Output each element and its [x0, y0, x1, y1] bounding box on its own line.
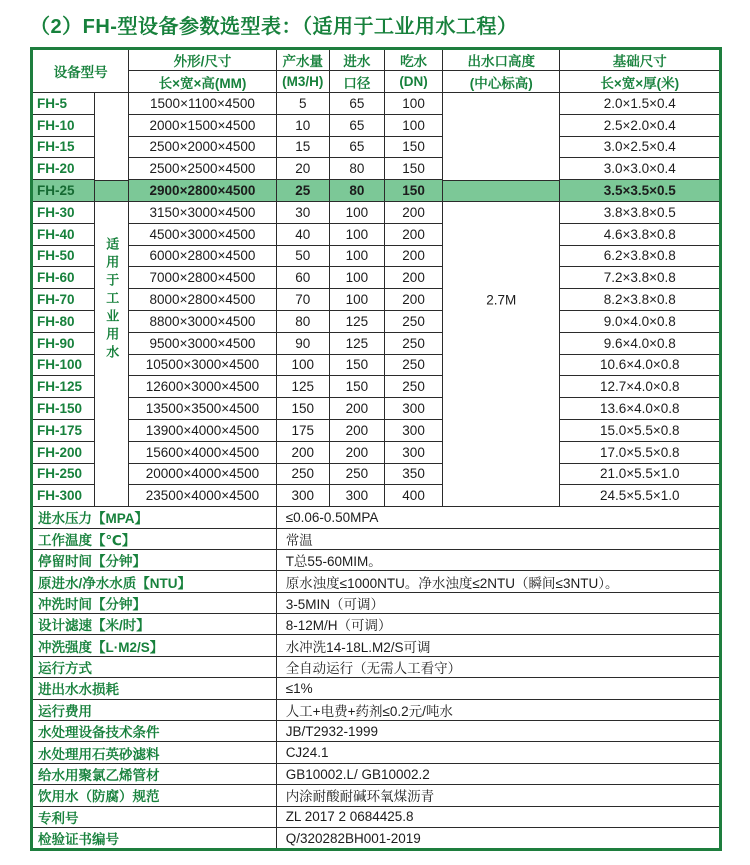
dims-cell: 13900×4000×4500 — [129, 419, 276, 441]
draft-cell: 200 — [384, 289, 442, 311]
dims-cell: 8800×3000×4500 — [129, 310, 276, 332]
dims-cell: 9500×3000×4500 — [129, 332, 276, 354]
draft-cell: 300 — [384, 398, 442, 420]
device-model-cell: FH-90 — [32, 332, 95, 354]
outlet-height-value: 2.7M — [486, 292, 517, 308]
spec-value-cell: 原水浊度≤1000NTU。净水浊度≤2NTU（瞬间≤3NTU）。 — [276, 571, 720, 592]
device-row — [32, 289, 721, 311]
dims-cell: 20000×4000×4500 — [129, 463, 276, 485]
base-dims-cell: 3.0×3.0×0.4 — [560, 158, 721, 180]
base-dims-cell: 13.6×4.0×0.8 — [560, 398, 721, 420]
capacity-cell: 100 — [276, 354, 329, 376]
capacity-cell: 90 — [276, 332, 329, 354]
dims-cell: 2500×2000×4500 — [129, 136, 276, 158]
capacity-cell: 250 — [276, 463, 329, 485]
spec-row — [32, 785, 721, 806]
spec-value-cell: CJ24.1 — [276, 742, 720, 763]
dims-cell: 13500×3500×4500 — [129, 398, 276, 420]
device-model-cell: FH-150 — [32, 398, 95, 420]
spec-label-cell: 进出水水损耗 — [32, 678, 277, 699]
device-model-cell: FH-100 — [32, 354, 95, 376]
device-model-cell: FH-10 — [32, 114, 95, 136]
draft-cell: 200 — [384, 267, 442, 289]
inlet-diameter-cell: 100 — [329, 267, 384, 289]
capacity-cell: 125 — [276, 376, 329, 398]
header-dims-unit: 长×宽×高(MM) — [129, 71, 276, 93]
usage-group-cell — [95, 93, 129, 507]
draft-cell: 250 — [384, 376, 442, 398]
device-row — [32, 376, 721, 398]
base-dims-cell: 8.2×3.8×0.8 — [560, 289, 721, 311]
capacity-cell: 70 — [276, 289, 329, 311]
spec-table — [30, 47, 722, 851]
inlet-diameter-cell: 100 — [329, 289, 384, 311]
header-inlet: 进水 — [329, 49, 384, 71]
base-dims-cell: 4.6×3.8×0.8 — [560, 223, 721, 245]
base-dims-cell: 6.2×3.8×0.8 — [560, 245, 721, 267]
draft-cell: 100 — [384, 114, 442, 136]
dims-cell: 8000×2800×4500 — [129, 289, 276, 311]
header-row-bottom — [32, 71, 721, 93]
header-dims: 外形/尺寸 — [129, 49, 276, 71]
draft-cell: 150 — [384, 180, 442, 202]
capacity-cell: 40 — [276, 223, 329, 245]
spec-value-cell: 水冲洗14-18L.M2/S可调 — [276, 635, 720, 656]
spec-value-cell: 8-12M/H（可调） — [276, 614, 720, 635]
header-inlet-unit: 口径 — [329, 71, 384, 93]
spec-value-cell: ZL 2017 2 0684425.8 — [276, 806, 720, 827]
capacity-cell: 10 — [276, 114, 329, 136]
capacity-cell: 175 — [276, 419, 329, 441]
spec-row — [32, 678, 721, 699]
inlet-diameter-cell: 200 — [329, 419, 384, 441]
device-model-cell: FH-175 — [32, 419, 95, 441]
spec-value-cell: 人工+电费+药剂≤0.2元/吨水 — [276, 699, 720, 720]
device-row — [32, 441, 721, 463]
base-dims-cell: 3.0×2.5×0.4 — [560, 136, 721, 158]
capacity-cell: 25 — [276, 180, 329, 202]
inlet-diameter-cell: 250 — [329, 463, 384, 485]
spec-row — [32, 742, 721, 763]
dims-cell: 6000×2800×4500 — [129, 245, 276, 267]
device-row — [32, 332, 721, 354]
spec-row — [32, 507, 721, 528]
draft-cell: 250 — [384, 354, 442, 376]
device-row — [32, 354, 721, 376]
spec-label-cell: 设计滤速【米/时】 — [32, 614, 277, 635]
draft-cell: 300 — [384, 441, 442, 463]
base-dims-cell: 9.6×4.0×0.8 — [560, 332, 721, 354]
draft-cell: 150 — [384, 136, 442, 158]
header-base-dims: 基础尺寸 — [560, 49, 721, 71]
header-draft: 吃水 — [384, 49, 442, 71]
draft-cell: 200 — [384, 223, 442, 245]
base-dims-cell: 7.2×3.8×0.8 — [560, 267, 721, 289]
spec-label-cell: 冲洗强度【L·M2/S】 — [32, 635, 277, 656]
outlet-highlight-stripe — [443, 180, 559, 202]
spec-label-cell: 检验证书编号 — [32, 828, 277, 850]
inlet-diameter-cell: 150 — [329, 354, 384, 376]
device-row — [32, 158, 721, 180]
vertical-group-label: 适用于工业用水 — [104, 236, 120, 363]
capacity-cell: 60 — [276, 267, 329, 289]
capacity-cell: 15 — [276, 136, 329, 158]
device-model-cell: FH-25 — [32, 180, 95, 202]
inlet-diameter-cell: 100 — [329, 223, 384, 245]
draft-cell: 350 — [384, 463, 442, 485]
spec-value-cell: GB10002.L/ GB10002.2 — [276, 763, 720, 784]
device-model-cell: FH-30 — [32, 201, 95, 223]
spec-row — [32, 635, 721, 656]
inlet-diameter-cell: 80 — [329, 180, 384, 202]
draft-cell: 250 — [384, 332, 442, 354]
device-rows — [32, 93, 721, 507]
capacity-cell: 80 — [276, 310, 329, 332]
capacity-cell: 200 — [276, 441, 329, 463]
inlet-diameter-cell: 100 — [329, 201, 384, 223]
header-capacity-unit: (M3/H) — [276, 71, 329, 93]
inlet-diameter-cell: 100 — [329, 245, 384, 267]
header-draft-unit: (DN) — [384, 71, 442, 93]
device-model-cell: FH-200 — [32, 441, 95, 463]
draft-cell: 100 — [384, 93, 442, 115]
spec-row — [32, 806, 721, 827]
device-row — [32, 180, 721, 202]
outlet-height-cell — [443, 93, 560, 507]
spec-label-cell: 工作温度【℃】 — [32, 528, 277, 549]
dims-cell: 2900×2800×4500 — [129, 180, 276, 202]
spec-label-cell: 冲洗时间【分钟】 — [32, 592, 277, 613]
base-dims-cell: 15.0×5.5×0.8 — [560, 419, 721, 441]
base-dims-cell: 2.5×2.0×0.4 — [560, 114, 721, 136]
device-model-cell: FH-300 — [32, 485, 95, 507]
spec-value-cell: 内涂耐酸耐碱环氧煤沥青 — [276, 785, 720, 806]
inlet-diameter-cell: 200 — [329, 441, 384, 463]
device-model-cell: FH-60 — [32, 267, 95, 289]
device-row — [32, 463, 721, 485]
spec-row — [32, 699, 721, 720]
header-device-model: 设备型号 — [32, 49, 129, 93]
spec-row — [32, 828, 721, 850]
device-model-cell: FH-40 — [32, 223, 95, 245]
spec-row — [32, 549, 721, 570]
capacity-cell: 30 — [276, 201, 329, 223]
inlet-diameter-cell: 300 — [329, 485, 384, 507]
device-model-cell: FH-5 — [32, 93, 95, 115]
inlet-diameter-cell: 65 — [329, 136, 384, 158]
header-base-dims-unit: 长×宽×厚(米) — [560, 71, 721, 93]
spec-rows — [32, 507, 721, 850]
dims-cell: 15600×4000×4500 — [129, 441, 276, 463]
base-dims-cell: 3.8×3.8×0.5 — [560, 201, 721, 223]
spec-label-cell: 进水压力【MPA】 — [32, 507, 277, 528]
spec-label-cell: 饮用水（防腐）规范 — [32, 785, 277, 806]
device-model-cell: FH-70 — [32, 289, 95, 311]
capacity-cell: 300 — [276, 485, 329, 507]
capacity-cell: 50 — [276, 245, 329, 267]
device-row — [32, 93, 721, 115]
device-model-cell: FH-80 — [32, 310, 95, 332]
spec-label-cell: 专利号 — [32, 806, 277, 827]
inlet-diameter-cell: 65 — [329, 93, 384, 115]
page-title: （2）FH-型设备参数选型表：（适用于工业用水工程） — [30, 16, 518, 38]
spec-row — [32, 763, 721, 784]
spec-value-cell: JB/T2932-1999 — [276, 721, 720, 742]
spec-value-cell: 全自动运行（无需人工看守） — [276, 656, 720, 677]
spec-value-cell: 3-5MIN（可调） — [276, 592, 720, 613]
device-row — [32, 114, 721, 136]
spec-row — [32, 614, 721, 635]
draft-cell: 300 — [384, 419, 442, 441]
draft-cell: 200 — [384, 245, 442, 267]
device-row — [32, 485, 721, 507]
base-dims-cell: 3.5×3.5×0.5 — [560, 180, 721, 202]
dims-cell: 10500×3000×4500 — [129, 354, 276, 376]
header-row-top — [32, 49, 721, 71]
spec-row — [32, 571, 721, 592]
device-row — [32, 201, 721, 223]
device-row — [32, 310, 721, 332]
spec-label-cell: 水处理用石英砂滤料 — [32, 742, 277, 763]
inlet-diameter-cell: 65 — [329, 114, 384, 136]
spec-row — [32, 592, 721, 613]
spec-value-cell: ≤1% — [276, 678, 720, 699]
inlet-diameter-cell: 200 — [329, 398, 384, 420]
inlet-diameter-cell: 125 — [329, 332, 384, 354]
dims-cell: 3150×3000×4500 — [129, 201, 276, 223]
spec-row — [32, 721, 721, 742]
inlet-diameter-cell: 80 — [329, 158, 384, 180]
device-row — [32, 419, 721, 441]
dims-cell: 2000×1500×4500 — [129, 114, 276, 136]
device-model-cell: FH-250 — [32, 463, 95, 485]
spec-label-cell: 运行方式 — [32, 656, 277, 677]
device-model-cell: FH-125 — [32, 376, 95, 398]
base-dims-cell: 9.0×4.0×0.8 — [560, 310, 721, 332]
dims-cell: 7000×2800×4500 — [129, 267, 276, 289]
device-model-cell: FH-50 — [32, 245, 95, 267]
device-row — [32, 267, 721, 289]
dims-cell: 4500×3000×4500 — [129, 223, 276, 245]
group-highlight-stripe — [95, 180, 128, 202]
spec-row — [32, 656, 721, 677]
header-capacity: 产水量 — [276, 49, 329, 71]
header-outlet-height: 出水口高度 — [443, 49, 560, 71]
capacity-cell: 20 — [276, 158, 329, 180]
inlet-diameter-cell: 125 — [329, 310, 384, 332]
dims-cell: 2500×2500×4500 — [129, 158, 276, 180]
device-row — [32, 245, 721, 267]
base-dims-cell: 24.5×5.5×1.0 — [560, 485, 721, 507]
header-outlet-height-unit: (中心标高) — [443, 71, 560, 93]
spec-value-cell: T总55-60MIM。 — [276, 549, 720, 570]
base-dims-cell: 21.0×5.5×1.0 — [560, 463, 721, 485]
draft-cell: 250 — [384, 310, 442, 332]
device-row — [32, 136, 721, 158]
device-row — [32, 398, 721, 420]
capacity-cell: 5 — [276, 93, 329, 115]
draft-cell: 200 — [384, 201, 442, 223]
spec-value-cell: Q/320282BH001-2019 — [276, 828, 720, 850]
capacity-cell: 150 — [276, 398, 329, 420]
spec-label-cell: 给水用聚氯乙烯管材 — [32, 763, 277, 784]
device-row — [32, 223, 721, 245]
base-dims-cell: 17.0×5.5×0.8 — [560, 441, 721, 463]
table-header — [32, 49, 721, 93]
device-model-cell: FH-15 — [32, 136, 95, 158]
dims-cell: 12600×3000×4500 — [129, 376, 276, 398]
spec-value-cell: ≤0.06-0.50MPA — [276, 507, 720, 528]
inlet-diameter-cell: 150 — [329, 376, 384, 398]
base-dims-cell: 12.7×4.0×0.8 — [560, 376, 721, 398]
base-dims-cell: 10.6×4.0×0.8 — [560, 354, 721, 376]
spec-value-cell: 常温 — [276, 528, 720, 549]
spec-label-cell: 停留时间【分钟】 — [32, 549, 277, 570]
dims-cell: 23500×4000×4500 — [129, 485, 276, 507]
spec-label-cell: 水处理设备技术条件 — [32, 721, 277, 742]
dims-cell: 1500×1100×4500 — [129, 93, 276, 115]
spec-label-cell: 运行费用 — [32, 699, 277, 720]
device-model-cell: FH-20 — [32, 158, 95, 180]
draft-cell: 150 — [384, 158, 442, 180]
spec-row — [32, 528, 721, 549]
base-dims-cell: 2.0×1.5×0.4 — [560, 93, 721, 115]
draft-cell: 400 — [384, 485, 442, 507]
spec-label-cell: 原进水/净水水质【NTU】 — [32, 571, 277, 592]
